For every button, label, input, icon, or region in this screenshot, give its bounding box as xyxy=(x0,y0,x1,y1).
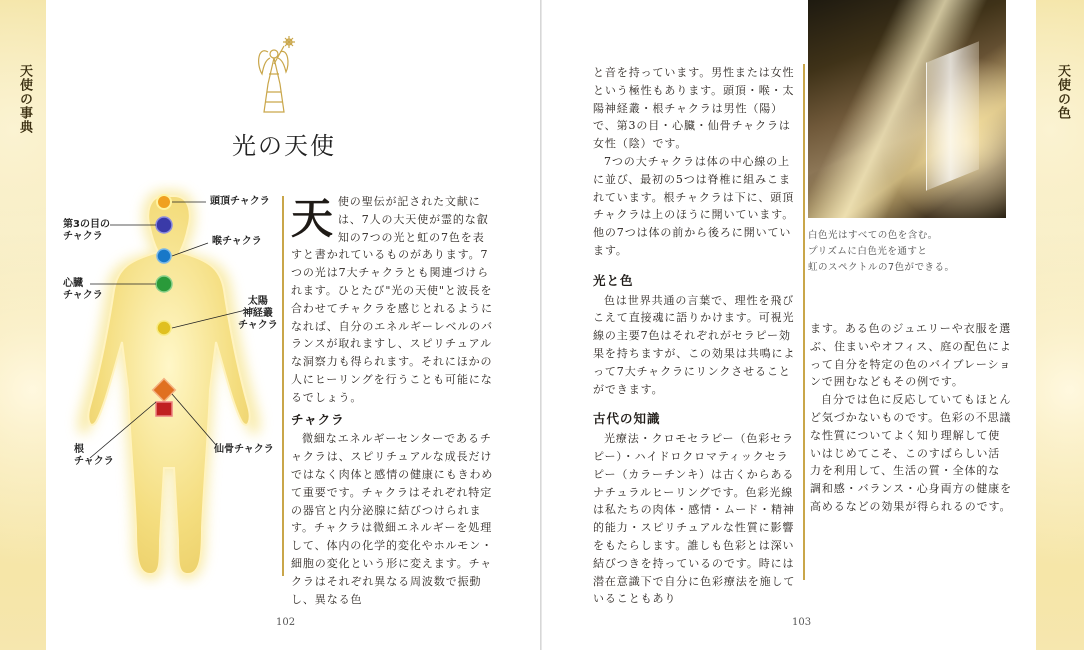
chakra-paragraph: 微細なエネルギーセンターであるチャクラは、スピリチュアルな成長だけではなく肉体と感情の健康にもきわめて重要です。チャクラはそれぞれ特定の器官と内分泌腺に結びつけられます。チャクラは微細エネルギーを処理して、体内の化学的変化やホルモン・細胞の変化という形に変えます。チャクラはそれぞれ異なる周波数で振動し、異なる色 xyxy=(291,432,494,606)
third-eye-chakra xyxy=(156,217,172,233)
sacral-chakra-label: 仙骨チャクラ xyxy=(214,444,274,455)
crown-chakra xyxy=(157,195,171,209)
page-number-left: 102 xyxy=(276,617,296,628)
root-chakra-label: 根 チャクラ xyxy=(74,444,114,467)
awareness-paragraph: 自分では色に反応していてもほとんど気づかないものです。色彩の不思議な性質についてよく知り理解して使いはじめてこそ、このすばらしい活力を利用して、生活の質・全体的な調和感・バランス・心身両方の健康を高めるなどの効果が得られるのです。 xyxy=(810,393,1012,513)
prism-shape xyxy=(926,41,979,190)
book-section-label: 天使の事典 xyxy=(17,64,32,134)
examples-paragraph: ます。ある色のジュエリーや衣服を選ぶ、住まいやオフィス、庭の配色によって自分を特定の色のバイブレーションで囲むなどもその例です。 xyxy=(810,322,1012,389)
right-text-column-2 xyxy=(810,320,1012,516)
root-chakra xyxy=(156,402,172,416)
right-text-column-1 xyxy=(593,64,796,608)
throat-chakra-label: 喉チャクラ xyxy=(212,236,262,247)
right-margin-band xyxy=(1036,0,1084,650)
photo-caption: 白色光はすべての色を含む。 プリズムに白色光を通すと 虹のスペクトルの7色ができる。 xyxy=(808,230,955,273)
ancient-knowledge-paragraph: 光療法・クロモセラピー（色彩セラピー）・ハイドロクロマティックセラピー（カラーチンキ）は古くからあるナチュラルヒーリングです。色彩光線は私たちの肉体・感情・ムード・精神的能力・スピリチュアルな性質に影響をもたらします。誰しも色彩とは深い結びつきを持っているのです。時には潜在意識下で自分に色彩療法を施していることもあり xyxy=(593,432,796,606)
right-column-rule xyxy=(803,64,805,580)
intro-paragraph: 使の聖伝が記された文献には、7人の大天使が霊的な叡知の7つの光と虹の7色を表すと書かれているものがあります。7つの光は7大チャクラとも関連づけられます。ひとたび"光の天使"と波長を合わせてチャクラを感じとれるようになれば、自分のエネルギーレベルのバランスが取れますし、スピリチュアルな洞察力も得られます。それにほかの人にヒーリングを行うことも可能になるでしょう。 xyxy=(291,195,494,404)
heart-chakra xyxy=(156,276,172,292)
angel-ornament-icon xyxy=(254,34,298,118)
chapter-title: 光の天使 xyxy=(232,132,336,160)
solar-plexus-chakra xyxy=(157,321,171,335)
section-heading-ancient: 古代の知識 xyxy=(593,411,661,427)
throat-chakra xyxy=(157,249,171,263)
section-heading-chakra: チャクラ xyxy=(291,411,345,427)
third-eye-chakra-label: 第3の目の チャクラ xyxy=(63,219,110,242)
chakra-position-paragraph: 7つの大チャクラは体の中心線の上に並び、最初の5つは脊椎に組みこまれています。根チャクラは下に、頭頂チャクラは上のほうに開いています。他の7つは体の前から後ろに開いています。 xyxy=(593,154,795,257)
crown-chakra-label: 頭頂チャクラ xyxy=(210,196,270,207)
left-text-column xyxy=(291,193,494,608)
heart-chakra-label: 心臓 チャクラ xyxy=(63,278,103,301)
left-margin-band xyxy=(0,0,46,650)
left-column-rule xyxy=(282,196,284,576)
solar-plexus-chakra-label: 太陽 神経叢 チャクラ xyxy=(238,296,278,331)
light-color-paragraph: 色は世界共通の言葉で、理性を飛びこえて直接魂に語りかけます。可視光線の主要7色はそれぞれがセラピー効果を持ちますが、この効果は共鳴によって7大チャクラにリンクさせることができます。 xyxy=(593,293,796,396)
prism-photo xyxy=(808,0,1006,218)
chapter-section-label: 天使の色 xyxy=(1055,64,1070,120)
polarity-paragraph: と音を持っています。男性または女性という極性もあります。頭頂・喉・太陽神経叢・根チャクラは男性（陽）で、第3の目・心臓・仙骨チャクラは女性（陰）です。 xyxy=(593,66,795,151)
drop-cap: 天 xyxy=(291,194,334,243)
page-number-right: 103 xyxy=(792,617,812,628)
book-gutter xyxy=(540,0,542,650)
section-heading-light-color: 光と色 xyxy=(593,272,634,288)
